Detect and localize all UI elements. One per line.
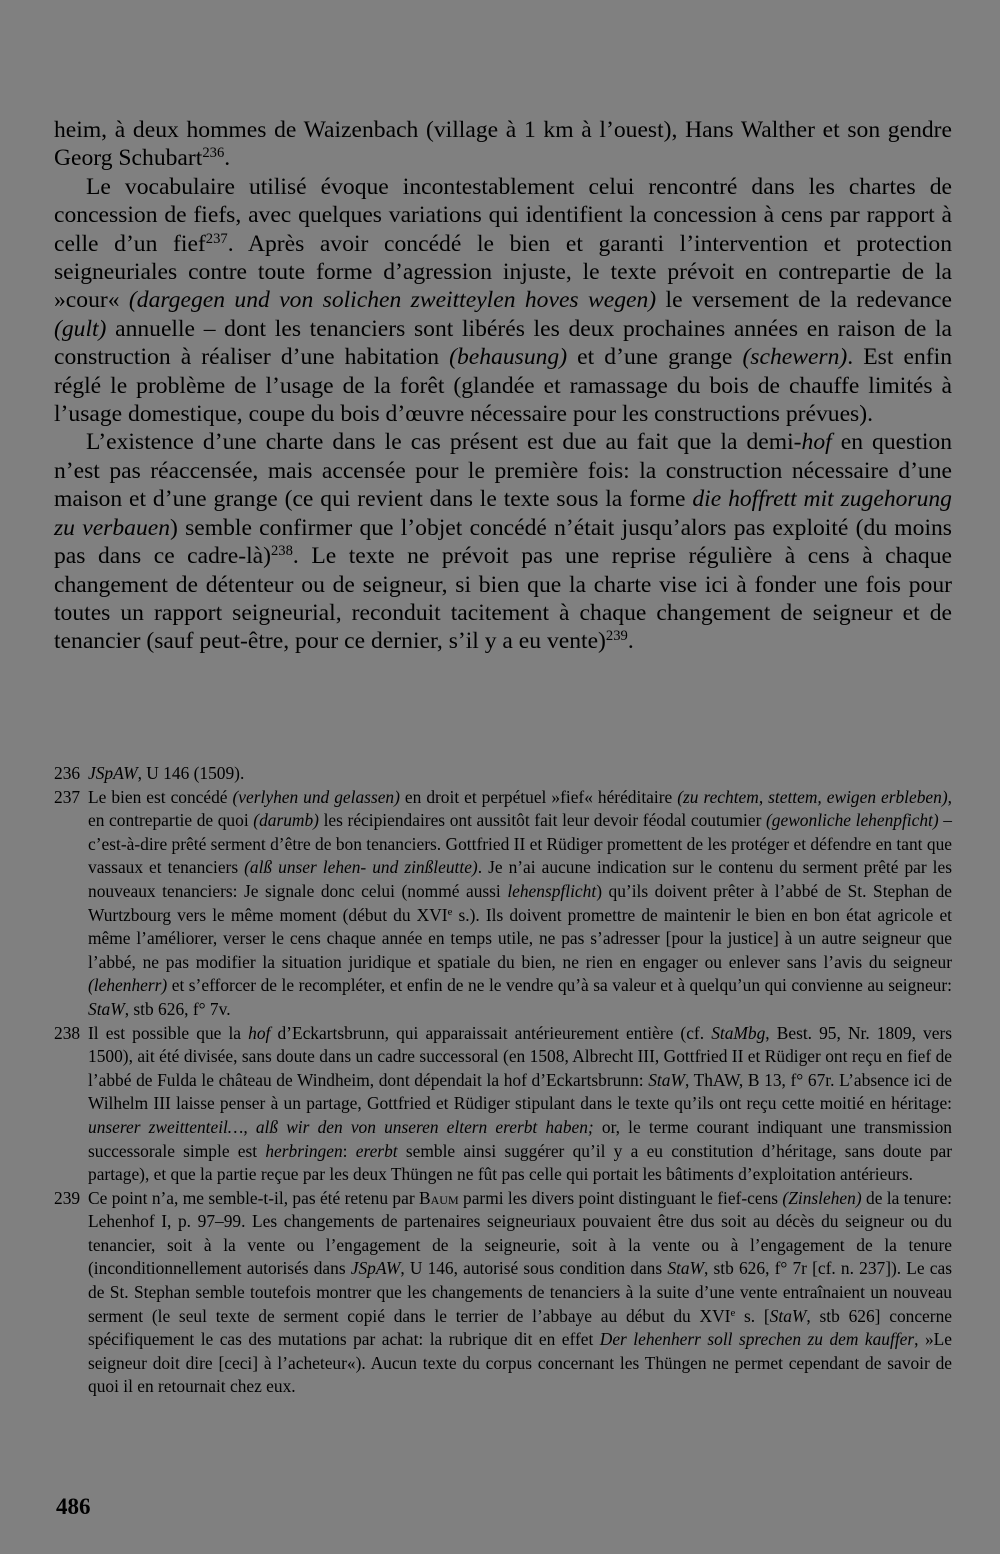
italic-run: unserer zweittenteil…, alß wir den von unseren eltern ererbt haben; bbox=[88, 1116, 594, 1137]
text-run: , ThAW, B 13, f° 67r. L’absence ici de Wilhelm III laisse penser à un partage, Gottfried et Rüdiger stipulant dans le texte qu’ils ont reçu cette moitié en héritage: bbox=[88, 1069, 953, 1114]
paragraph bbox=[54, 428, 952, 655]
text-run: en question n’est pas réaccensée, mais accensée pour le première fois: la construction nécessaire d’une maison et d’une grange (ce qui revient dans le texte sous la forme bbox=[54, 429, 952, 513]
italic-run: (schewern) bbox=[742, 344, 848, 371]
text-run: s. [ bbox=[735, 1305, 770, 1326]
text-run: – c’est-à-dire prêté serment d’être de bon tenanciers. Gottfried II et Rüdiger promettent de les protéger et défendre en tant que vassaux et tenanciers bbox=[88, 810, 952, 878]
italic-run: (Zinslehen) bbox=[782, 1187, 862, 1208]
small-caps-run: Baum bbox=[419, 1187, 459, 1208]
text-run: or, le terme courant indiquant une transmission successorale simple est bbox=[88, 1116, 952, 1161]
text-run: de la tenure: Lehenhof I, p. 97–99. Les changements de partenaires seigneuriaux pouvaient être dus soit au décès du seigneur ou du tenancier, soit à la vente ou l’engagement de la seigneurie, soit à la vente ou à l’engagement de la tenure (inconditionnellement autorisés dans bbox=[88, 1187, 952, 1279]
text-run: Ce point n’a, me semble-t-il, pas été retenu par bbox=[88, 1187, 420, 1208]
italic-run: hof bbox=[248, 1022, 271, 1043]
main-text bbox=[54, 116, 952, 656]
text-run: . Est enfin réglé le problème de l’usage de la forêt (glandée et ramassage du bois de chauffe limités à l’usage domestique, coupe du bois d’œuvre nécessaire pour les constructions prévues). bbox=[54, 344, 952, 428]
text-run: . Après avoir concédé le bien et garanti l’intervention et protection seigneuriales contre toute forme d’agression injuste, le texte prévoit en contrepartie de la »cour« bbox=[54, 230, 952, 314]
text-run: en droit et perpétuel »fief« héréditaire bbox=[399, 786, 678, 807]
text-run: ) qu’ils doivent prêter à l’abbé de St. Stephan de Wurtzbourg vers le même moment (début du XVI bbox=[88, 880, 953, 925]
paragraph bbox=[54, 173, 952, 429]
footnote bbox=[54, 762, 952, 786]
text-run: et d’une grange bbox=[567, 344, 743, 371]
italic-run: ererbt bbox=[355, 1140, 398, 1161]
text-run: , stb 626, f° 7r [cf. n. 237]). Le cas de St. Stephan semble toutefois montrer que les changements de tenanciers à la suite d’une vente entraînaient un nouveau serment (le seul texte de serment copié dans le terrier de l’abbaye au début du XVI bbox=[88, 1258, 952, 1326]
text-run: . bbox=[627, 628, 634, 655]
superscript: 239 bbox=[605, 628, 628, 645]
text-run: le versement de la redevance bbox=[656, 287, 952, 314]
text-run: les récipiendaires ont aussitôt fait leur devoir féodal coutumier bbox=[318, 810, 766, 831]
footnote-text bbox=[88, 762, 952, 786]
italic-run: (lehenherr) bbox=[88, 975, 168, 996]
italic-run: StaW bbox=[769, 1305, 807, 1326]
italic-run: hof bbox=[801, 429, 832, 456]
italic-run: (alß unser lehen- und zinßleutte) bbox=[244, 857, 478, 878]
italic-run: (gult) bbox=[54, 315, 107, 342]
text-run: , U 146 (1509). bbox=[137, 763, 245, 783]
footnote-text bbox=[88, 786, 952, 1022]
text-run: s.). Ils doivent promettre de maintenir le bien en bon état agricole et même l’améliorer, verser le cens chaque année en temps utile, ne pas s’adresser [pour la justice] à un autre seigneur que l’abbé, ne pas modifier la situation juridique et spatiale du bien, ne rien en engager ou enlever sans l’avis du seigneur bbox=[88, 904, 952, 972]
italic-run: (behausung) bbox=[449, 344, 568, 371]
italic-run: (darumb) bbox=[253, 810, 319, 831]
italic-run: (gewonliche lehenpficht) bbox=[766, 810, 939, 831]
text-run: , U 146, autorisé sous condition dans bbox=[400, 1258, 668, 1279]
text-run: ) semble confirmer que l’objet concédé n’était jusqu’alors pas exploité (du moins pas dans ce cadre-là) bbox=[54, 514, 952, 570]
text-run: parmi les divers point distinguant le fief-cens bbox=[458, 1187, 783, 1208]
italic-run: (dargegen und von solichen zweitteylen hoves wegen) bbox=[128, 287, 657, 314]
italic-run: (zu rechtem, stettem, ewigen erbleben) bbox=[677, 786, 948, 807]
text-run: Il est possible que la bbox=[88, 1022, 249, 1043]
text-run: , Best. 95, Nr. 1809, vers 1500), ait été divisée, sans doute dans un cadre successoral (en 1508, Albrecht III, Gottfried II et Rüdiger ont reçu en fief de l’abbé de Fulda le château de Windheim, dont dépendait la hof d’Eckartsbrunn: bbox=[88, 1022, 952, 1090]
footnotes bbox=[54, 762, 952, 1399]
italic-run: JSpAW bbox=[88, 763, 138, 783]
text-run: . Le texte ne prévoit pas une reprise régulière à cens à chaque changement de détenteur ou de seigneur, si bien que la charte vise ici à fonder une fois pour toutes un rapport seigneurial, reconduit tacitement à chaque changement de seigneur et de tenancier (sauf peut-être, pour ce dernier, s’il y a eu vente) bbox=[54, 543, 952, 655]
superscript: e bbox=[447, 905, 453, 918]
text-run: d’Eckartsbrunn, qui apparaissait antérieurement entière (cf. bbox=[270, 1022, 712, 1043]
text-run: Le bien est concédé bbox=[88, 786, 233, 807]
text-run: semble ainsi suggérer qu’il y a eu constitution d’héritage, sans doute par partage), et que la partie reçue par les deux Thüngen ne fût pas celle qui portait les bâtiments d’exploitation antérieurs. bbox=[88, 1140, 952, 1185]
text-run: L’existence d’une charte dans le cas présent est due au fait que la demi- bbox=[86, 429, 802, 456]
superscript: 236 bbox=[202, 145, 225, 162]
italic-run: StaW bbox=[648, 1069, 685, 1090]
text-run: Le vocabulaire utilisé évoque incontestablement celui rencontré dans les chartes de concession de fiefs, avec quelques variations qui identifient la concession à cens par rapport à celle d’un fief bbox=[54, 173, 952, 257]
superscript: 238 bbox=[270, 543, 293, 560]
footnote-number: 239 bbox=[54, 1187, 81, 1208]
italic-run: lehenspflicht bbox=[507, 880, 597, 901]
italic-run: JSpAW bbox=[350, 1258, 401, 1279]
italic-run: herbringen bbox=[265, 1140, 343, 1161]
italic-run: Der lehenherr soll sprechen zu dem kauffer bbox=[599, 1329, 915, 1350]
text-run: , en contrepartie de quoi bbox=[88, 786, 952, 831]
text-run: : bbox=[342, 1140, 356, 1161]
text-run: , stb 626] concerne spécifiquement le cas des mutations par achat: la rubrique dit en effet bbox=[88, 1305, 952, 1350]
superscript: 237 bbox=[205, 230, 228, 247]
footnote-number: 237 bbox=[54, 786, 81, 807]
footnote-number: 236 bbox=[54, 763, 81, 783]
footnote-text bbox=[88, 1022, 952, 1187]
italic-run: StaMbg bbox=[711, 1022, 766, 1043]
paragraph bbox=[54, 116, 952, 173]
footnote-text bbox=[88, 1187, 952, 1399]
text-run: annuelle – dont les tenanciers sont libérés les deux prochaines années en raison de la construction à réaliser d’une habitation bbox=[54, 315, 952, 371]
text-run: . Je n’ai aucune indication sur le contenu du serment prêté par les nouveaux tenanciers: Je signale donc celui (nommé aussi bbox=[88, 857, 952, 901]
text-run: heim, à deux hommes de Waizenbach (village à 1 km à l’ouest), Hans Walther et son gendre Georg Schubart bbox=[54, 117, 952, 172]
superscript: e bbox=[730, 1306, 736, 1319]
text-run: . bbox=[224, 145, 231, 172]
footnote bbox=[54, 786, 952, 1022]
footnote bbox=[54, 1022, 952, 1187]
footnote bbox=[54, 1187, 952, 1399]
italic-run: StaW bbox=[667, 1258, 705, 1279]
footnote-number: 238 bbox=[54, 1022, 81, 1043]
text-run: , »Le seigneur doit dire [ceci] à l’acheteur«). Aucun texte du corpus concernant les Thüngen ne permet cependant de savoir de quoi il en retournait chez eux. bbox=[88, 1329, 953, 1397]
page-number: 486 bbox=[56, 1494, 91, 1519]
italic-run: (verlyhen und gelassen) bbox=[232, 786, 400, 807]
italic-run: die hoffrett mit zugehorung zu verbauen bbox=[54, 486, 952, 541]
text-run: et s’efforcer de le recompléter, et enfin de ne le vendre qu’à sa valeur et à quelqu’un qui convienne au seigneur: bbox=[167, 975, 952, 996]
italic-run: StaW bbox=[88, 998, 125, 1019]
text-run: , stb 626, f° 7v. bbox=[124, 998, 231, 1019]
